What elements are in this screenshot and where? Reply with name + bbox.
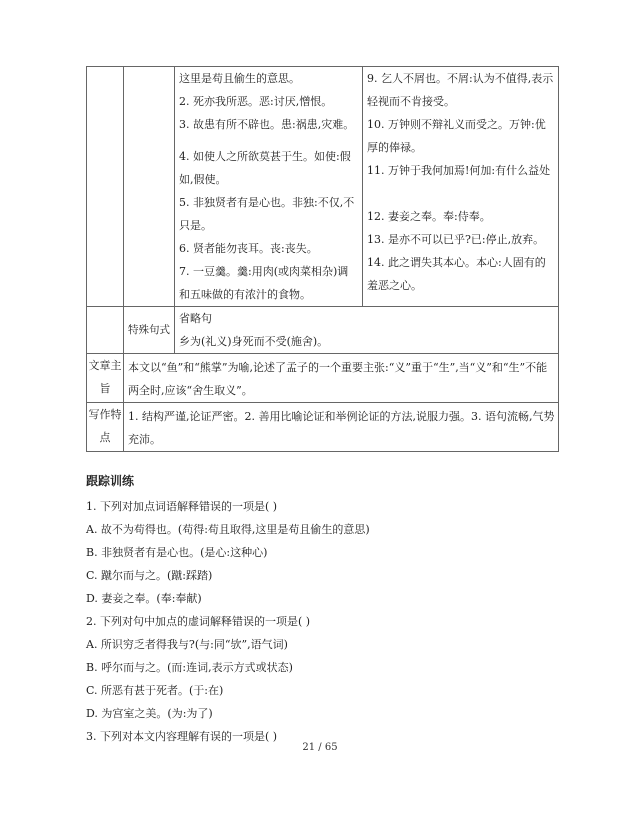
theme-text: 本文以“鱼”和“熊掌”为喻,论述了孟子的一个重要主张:“义”重于“生”,当“义”和“生”不能两全时,应该“舍生取义”。: [128, 361, 548, 397]
features-text: 1. 结构严谨,论证严密。2. 善用比喻论证和举例论证的方法,说服力强。3. 语句流畅,气势充沛。: [128, 410, 555, 446]
exercise-item: 1. 下列对加点词语解释错误的一项是( ): [86, 500, 278, 513]
vocab-left-cell: [175, 67, 363, 307]
table-empty-cell: [87, 307, 124, 354]
vocab-item: 3. 故患有所不辟也。患:祸患,灾难。: [179, 118, 355, 131]
special-sentence-label: 特殊句式: [124, 307, 175, 354]
table-empty-cell: [87, 67, 124, 307]
vocab-item: 6. 贤者能勿丧耳。丧:丧失。: [179, 242, 318, 255]
vocab-item: 13. 是亦不可以已乎?已:停止,放弃。: [367, 233, 545, 246]
special-sentence-line: 省略句: [179, 312, 212, 325]
special-sentence-cell: [175, 307, 559, 354]
theme-cell: [124, 354, 559, 403]
exercise-item: D. 为宫室之美。(为:为了): [86, 707, 213, 720]
theme-label: 文章主旨: [87, 354, 124, 403]
vocab-item: 这里是苟且偷生的意思。: [179, 72, 300, 85]
vocab-item: 2. 死亦我所恶。恶:讨厌,憎恨。: [179, 95, 333, 108]
exercise-item: A. 故不为苟得也。(苟得:苟且取得,这里是苟且偷生的意思): [86, 523, 370, 536]
exercise-heading: 跟踪训练: [86, 474, 135, 488]
exercise-item: C. 所恶有甚于死者。(于:在): [86, 684, 224, 697]
features-label: 写作特点: [87, 403, 124, 452]
exercise-item: B. 非独贤者有是心也。(是心:这种心): [86, 546, 268, 559]
vocab-item: 11. 万钟于我何加焉!何加:有什么益处: [367, 164, 551, 177]
table-empty-cell: [124, 67, 175, 307]
vocab-item: 4. 如使人之所欲莫甚于生。如使:假如,假使。: [179, 150, 351, 186]
vocab-right-cell: [363, 67, 559, 307]
notes-table: [86, 66, 559, 452]
exercise-item: 3. 下列对本文内容理解有误的一项是( ): [86, 730, 278, 743]
vocab-item: 9. 乞人不屑也。不屑:认为不值得,表示轻视而不肯接受。: [367, 72, 554, 108]
exercise-item: A. 所识穷乏者得我与?(与:同“欤”,语气词): [86, 638, 288, 651]
features-cell: [124, 403, 559, 452]
page-number: 21 / 65: [302, 742, 338, 753]
vocab-item: 12. 妻妾之奉。奉:侍奉。: [367, 210, 491, 223]
exercise-item: 2. 下列对句中加点的虚词解释错误的一项是( ): [86, 615, 311, 628]
special-sentence-line: 乡为(礼义)身死而不受(施舍)。: [179, 335, 329, 348]
vocab-item: 7. 一豆羹。羹:用肉(或肉菜相杂)调和五味做的有浓汁的食物。: [179, 265, 349, 301]
exercise-item: D. 妻妾之奉。(奉:奉献): [86, 592, 202, 605]
vocab-item: 5. 非独贤者有是心也。非独:不仅,不只是。: [179, 196, 355, 232]
exercise-item: B. 呼尔而与之。(而:连词,表示方式或状态): [86, 661, 293, 674]
vocab-item: 10. 万钟则不辩礼义而受之。万钟:优厚的俸禄。: [367, 118, 546, 154]
exercise-item: C. 蹴尔而与之。(蹴:踩踏): [86, 569, 213, 582]
exercise-section: [86, 470, 556, 748]
vocab-item: 14. 此之谓失其本心。本心:人固有的羞恶之心。: [367, 256, 546, 292]
